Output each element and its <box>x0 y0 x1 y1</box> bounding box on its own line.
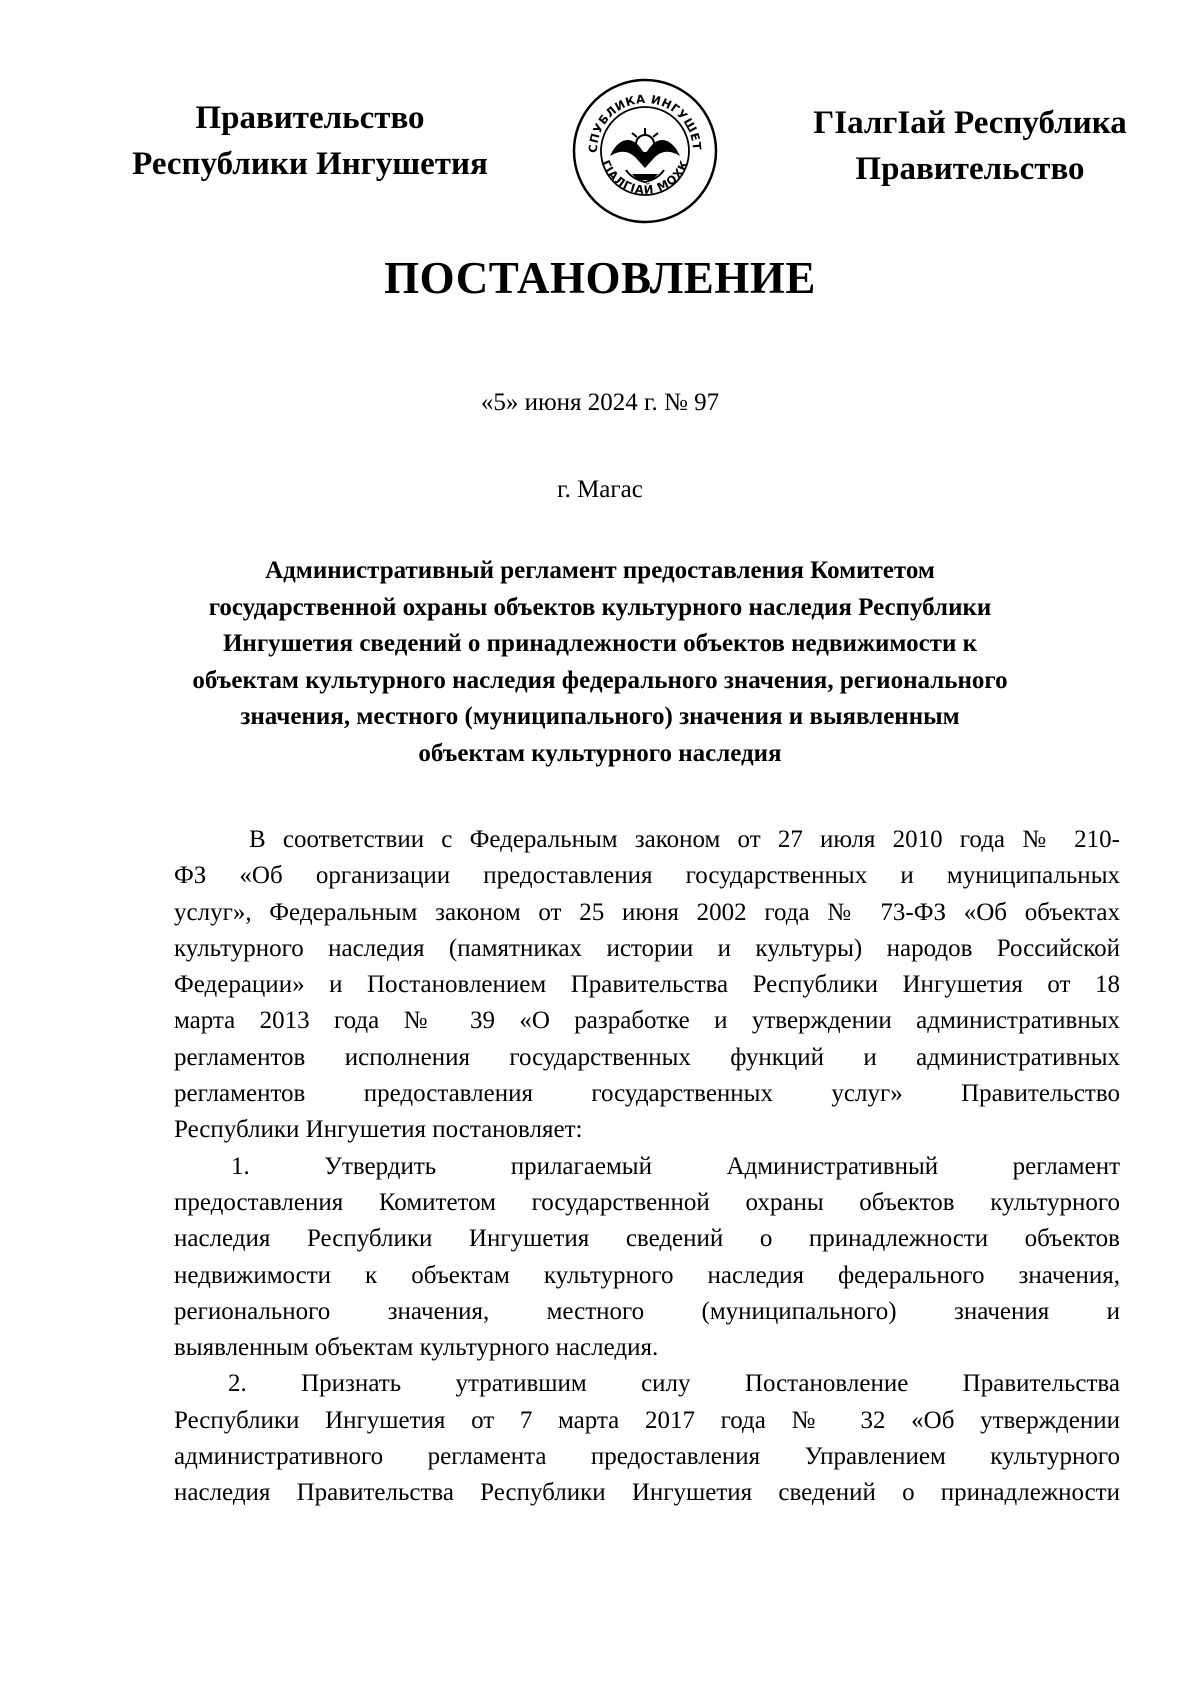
body-line: 2. Признать утратившим силу Постановление Правительства <box>228 1370 1120 1398</box>
document-date-number: «5» июня 2024 г. № 97 <box>480 389 720 416</box>
body-line: выявленным объектам культурного наследия. <box>174 1334 659 1362</box>
subject-line: объектам культурного наследия федерального значения, регионального <box>192 666 1008 694</box>
body-line: наследия Республики Ингушетия сведений о принадлежности объектов <box>174 1225 1120 1253</box>
body-line: 1. Утвердить прилагаемый Административный регламент <box>231 1152 1120 1180</box>
coat-of-arms-emblem <box>570 76 720 226</box>
body-line: услуг», Федеральным законом от 25 июня 2002 года № 73-ФЗ «Об объектах <box>174 898 1120 926</box>
body-line: недвижимости к объектам культурного наследия федерального значения, <box>174 1261 1120 1289</box>
document-title: ПОСТАНОВЛЕНИЕ <box>384 253 816 303</box>
header-left <box>110 95 510 187</box>
header-right-line-2: Правительство <box>855 151 1085 187</box>
emblem-inscription-bottom: ГӀАЛГӀАЙ МОХК <box>598 157 692 197</box>
document-subject <box>150 553 1050 772</box>
body-line: В соответствии с Федеральным законом от 27 июля 2010 года № 210- <box>249 826 1120 853</box>
emblem-inscription-top: СПУБЛИКА ИНГУШЕТ <box>585 91 705 154</box>
emblem-icon <box>570 76 720 226</box>
body-line: регионального значения, местного (муниципального) значения и <box>174 1297 1120 1325</box>
subject-line: объектам культурного наследия <box>418 739 782 767</box>
body-line: предоставления Комитетом государственной охраны объектов культурного <box>174 1188 1120 1216</box>
subject-line: Ингушетия сведений о принадлежности объектов недвижимости к <box>222 630 978 657</box>
subject-line: государственной охраны объектов культурного наследия Республики <box>208 593 992 621</box>
header-left-line-2: Республики Ингушетия <box>132 146 488 182</box>
body-line: Республики Ингушетия постановляет: <box>174 1116 583 1144</box>
document-body <box>174 822 1120 1512</box>
body-line: культурного наследия (памятниках истории и культуры) народов Российской <box>174 934 1120 962</box>
body-line: ФЗ «Об организации предоставления государственных и муниципальных <box>174 862 1120 890</box>
document-city: г. Магас <box>557 476 643 503</box>
body-line: регламентов исполнения государственных функций и административных <box>174 1043 1120 1071</box>
body-line: Федерации» и Постановлением Правительства Республики Ингушетия от 18 <box>174 971 1120 999</box>
body-line: регламентов предоставления государственных услуг» Правительство <box>174 1080 1120 1108</box>
subject-line: Административный регламент предоставления Комитетом <box>265 557 935 584</box>
header-left-line-1: Правительство <box>195 100 425 136</box>
header-right <box>780 100 1160 192</box>
body-line: Республики Ингушетия от 7 марта 2017 года № 32 «Об утверждении <box>174 1406 1120 1434</box>
header-right-line-1: ГӀалгӀай Республика <box>813 105 1127 141</box>
body-line: марта 2013 года № 39 «О разработке и утверждении административных <box>174 1007 1120 1035</box>
body-line: наследия Правительства Республики Ингушетия сведений о принадлежности <box>174 1479 1120 1507</box>
subject-line: значения, местного (муниципального) значения и выявленным <box>240 703 960 730</box>
body-line: административного регламента предоставления Управлением культурного <box>174 1443 1120 1471</box>
